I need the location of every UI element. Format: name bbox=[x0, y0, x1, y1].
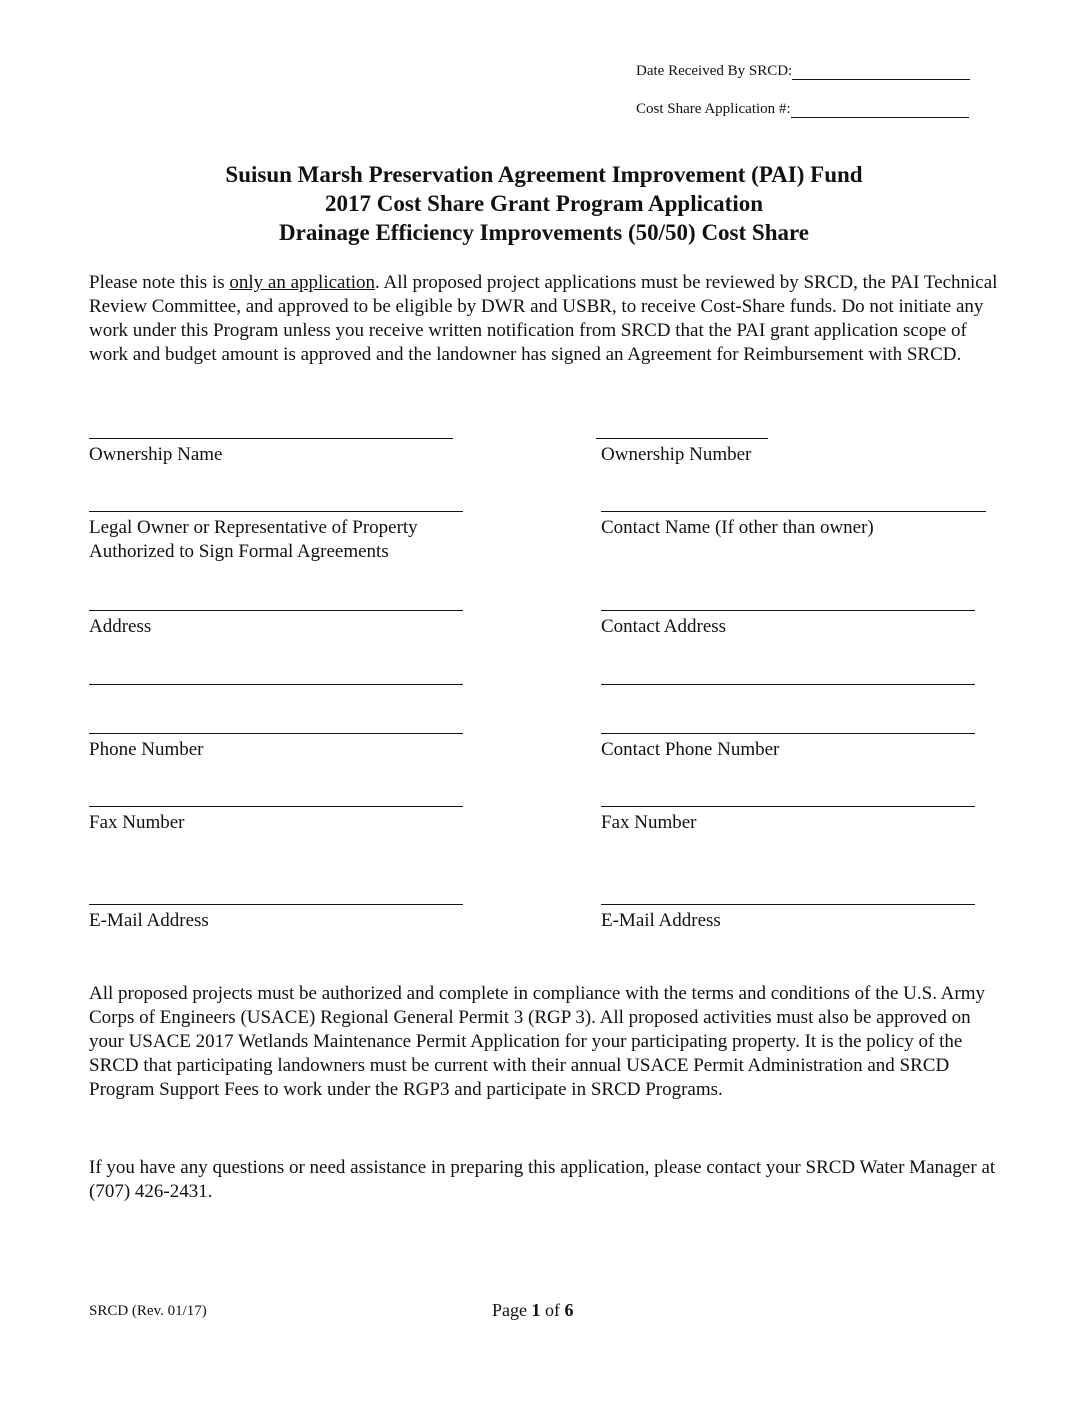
title-line-2: 2017 Cost Share Grant Program Application bbox=[324, 191, 764, 216]
email-line-left[interactable] bbox=[89, 904, 463, 905]
revision-label: SRCD (Rev. 01/17) bbox=[89, 1303, 207, 1319]
email-label-right: E-Mail Address bbox=[601, 910, 721, 931]
legal-owner-label-line2: Authorized to Sign Formal Agreements bbox=[89, 541, 389, 562]
email-label-left: E-Mail Address bbox=[89, 910, 209, 931]
fax-number-label-left: Fax Number bbox=[89, 812, 185, 833]
page-indicator: Page 1 of 6 bbox=[492, 1300, 574, 1320]
phone-number-line[interactable] bbox=[89, 733, 463, 734]
page-total: 6 bbox=[564, 1300, 574, 1320]
ownership-name-line[interactable] bbox=[89, 438, 453, 439]
ownership-name-label: Ownership Name bbox=[89, 444, 223, 465]
contact-name-label: Contact Name (If other than owner) bbox=[601, 517, 874, 538]
title-line-3: Drainage Efficiency Improvements (50/50) Cost Share bbox=[279, 220, 809, 245]
phone-number-label: Phone Number bbox=[89, 739, 204, 760]
date-received-field[interactable] bbox=[792, 65, 970, 80]
legal-owner-line[interactable] bbox=[89, 511, 463, 512]
fax-number-line-right[interactable] bbox=[601, 806, 975, 807]
contact-address-line-2[interactable] bbox=[601, 684, 975, 685]
contact-address-label: Contact Address bbox=[601, 616, 727, 637]
fax-number-label-right: Fax Number bbox=[601, 812, 697, 833]
fax-number-line-left[interactable] bbox=[89, 806, 463, 807]
intro-paragraph: Please note this is only an application. All proposed project applications must be reviewed by SRCD, the PAI Technical Review Committee, and approved to be eligible by DWR and USBR, to receive Cost-Share funds. Do not initiate any work under this Program unless you receive written notification from SRCD that the PAI grant application scope of work and budget amount is approved and the landowner has signed an Agreement for Reimbursement with SRCD. bbox=[89, 272, 998, 365]
contact-name-line[interactable] bbox=[601, 511, 986, 512]
contact-phone-number-label: Contact Phone Number bbox=[601, 739, 780, 760]
application-number-label: Cost Share Application #: bbox=[636, 101, 791, 117]
date-received-row bbox=[636, 63, 1036, 80]
date-received-label: Date Received By SRCD: bbox=[636, 63, 793, 79]
contact-address-line[interactable] bbox=[601, 610, 975, 611]
ownership-number-label: Ownership Number bbox=[601, 444, 752, 465]
address-label: Address bbox=[89, 616, 152, 637]
title-line-1: Suisun Marsh Preservation Agreement Improvement (PAI) Fund bbox=[225, 162, 863, 187]
address-line-2[interactable] bbox=[89, 684, 463, 685]
address-line[interactable] bbox=[89, 610, 463, 611]
application-number-row bbox=[636, 101, 1036, 118]
email-line-right[interactable] bbox=[601, 904, 975, 905]
compliance-paragraph: All proposed projects must be authorized and complete in compliance with the terms and conditions of the U.S. Army Corps of Engineers (USACE) Regional General Permit 3 (RGP 3). All proposed activities must also be approved on your USACE 2017 Wetlands Maintenance Permit Application for your participating property. It is the policy of the SRCD that participating landowners must be current with their annual USACE Permit Administration and SRCD Program Support Fees to work under the RGP3 and participate in SRCD Programs. bbox=[89, 983, 985, 1100]
application-number-field[interactable] bbox=[791, 103, 969, 118]
only-application-emphasis: only an application bbox=[229, 272, 376, 293]
page-current: 1 bbox=[531, 1300, 541, 1320]
legal-owner-label-line1: Legal Owner or Representative of Property bbox=[89, 517, 418, 538]
contact-note-paragraph: If you have any questions or need assistance in preparing this application, please contact your SRCD Water Manager at (707) 426-2431. bbox=[89, 1157, 996, 1202]
contact-phone-number-line[interactable] bbox=[601, 733, 975, 734]
ownership-number-line[interactable] bbox=[596, 438, 768, 439]
